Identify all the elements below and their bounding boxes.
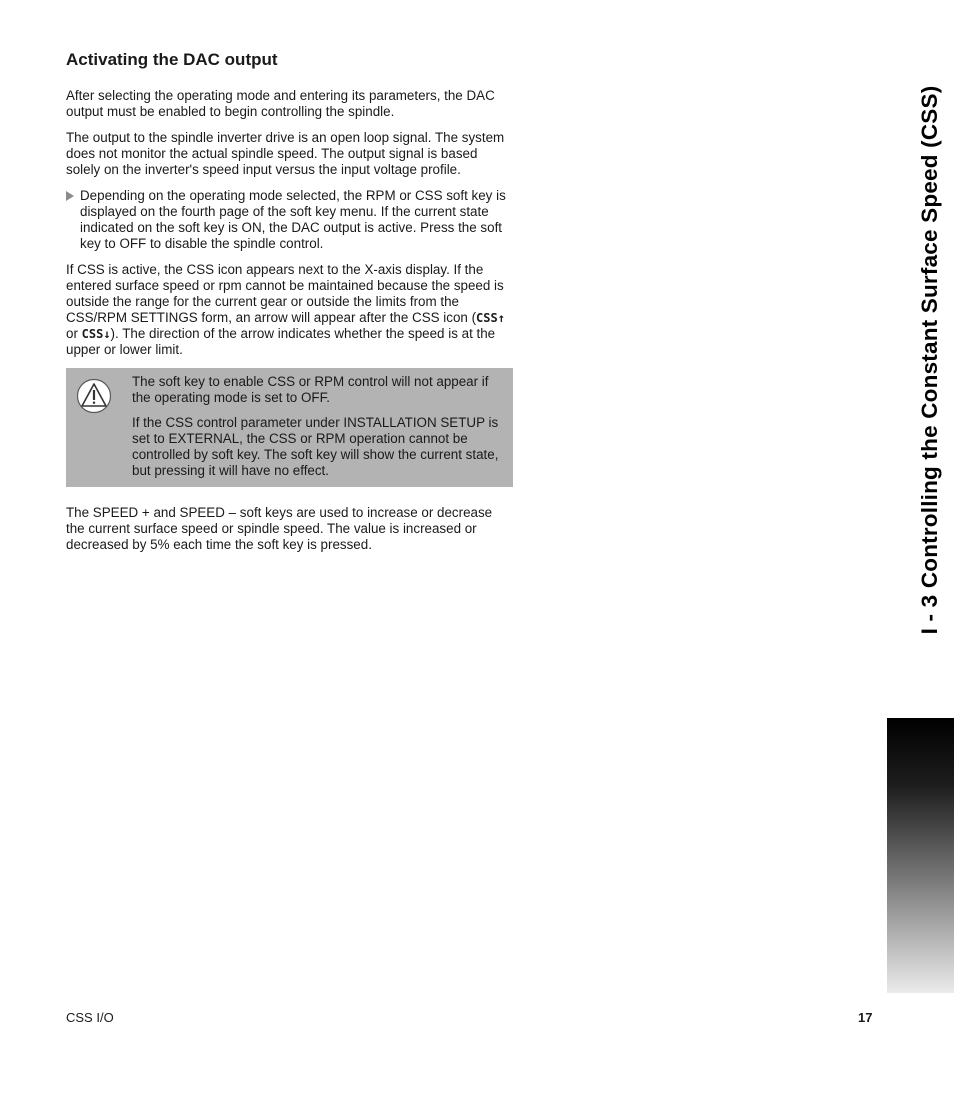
paragraph-intro: After selecting the operating mode and entering its parameters, the DAC output must be enabled to begin controlling the spindle. (66, 88, 495, 119)
page-number: 17 (858, 1010, 873, 1025)
note-text-external: If the CSS control parameter under INSTALLATION SETUP is set to EXTERNAL, the CSS or RPM operation cannot be controlled by soft key. The soft key will show the current state, but pressing it will have no effect. (132, 415, 499, 478)
sidebar-chapter-title: I - 3 Controlling the Constant Surface Speed (CSS) (917, 85, 942, 635)
bullet-text: Depending on the operating mode selected, the RPM or CSS soft key is displayed on the fourth page of the soft key menu. If the current state indicated on the soft key is ON, the DAC output is active. Press the soft key to OFF to disable the spindle control. (80, 188, 506, 251)
note-box (66, 368, 513, 487)
paragraph-open-loop: The output to the spindle inverter drive is an open loop signal. The system does not monitor the actual spindle speed. The output signal is based solely on the inverter's speed input versus the input voltage profile. (66, 130, 505, 177)
css-down-arrow-icon: CSS↓ (81, 327, 111, 341)
paragraph-css-icon (66, 262, 513, 358)
section-heading: Activating the DAC output (66, 50, 278, 69)
paragraph-css-text-a: If CSS is active, the CSS icon appears next to the X-axis display. If the entered surface speed or rpm cannot be maintained because the speed is outside the range for the current gear or outside the limits from the CSS/RPM SETTINGS form, an arrow will appear after the CSS icon ( (66, 262, 504, 325)
paragraph-css-text-b: ). The direction of the arrow indicates whether the speed is at the upper or lower limit. (66, 326, 496, 357)
triangle-bullet-icon (66, 191, 74, 201)
footer-left-text: CSS I/O (66, 1010, 114, 1025)
bullet-item (66, 188, 513, 252)
main-content (66, 50, 513, 563)
paragraph-speed-keys: The SPEED + and SPEED – soft keys are used to increase or decrease the current surface speed or spindle speed. The value is increased or decreased by 5% each time the soft key is pressed. (66, 505, 493, 552)
css-up-arrow-icon: CSS↑ (476, 311, 505, 325)
paragraph-css-or: or (66, 326, 82, 341)
note-text-operating-mode: The soft key to enable CSS or RPM control will not appear if the operating mode is set to OFF. (132, 374, 489, 405)
sidebar-gradient-tab (887, 718, 954, 993)
warning-triangle-icon (76, 378, 112, 414)
